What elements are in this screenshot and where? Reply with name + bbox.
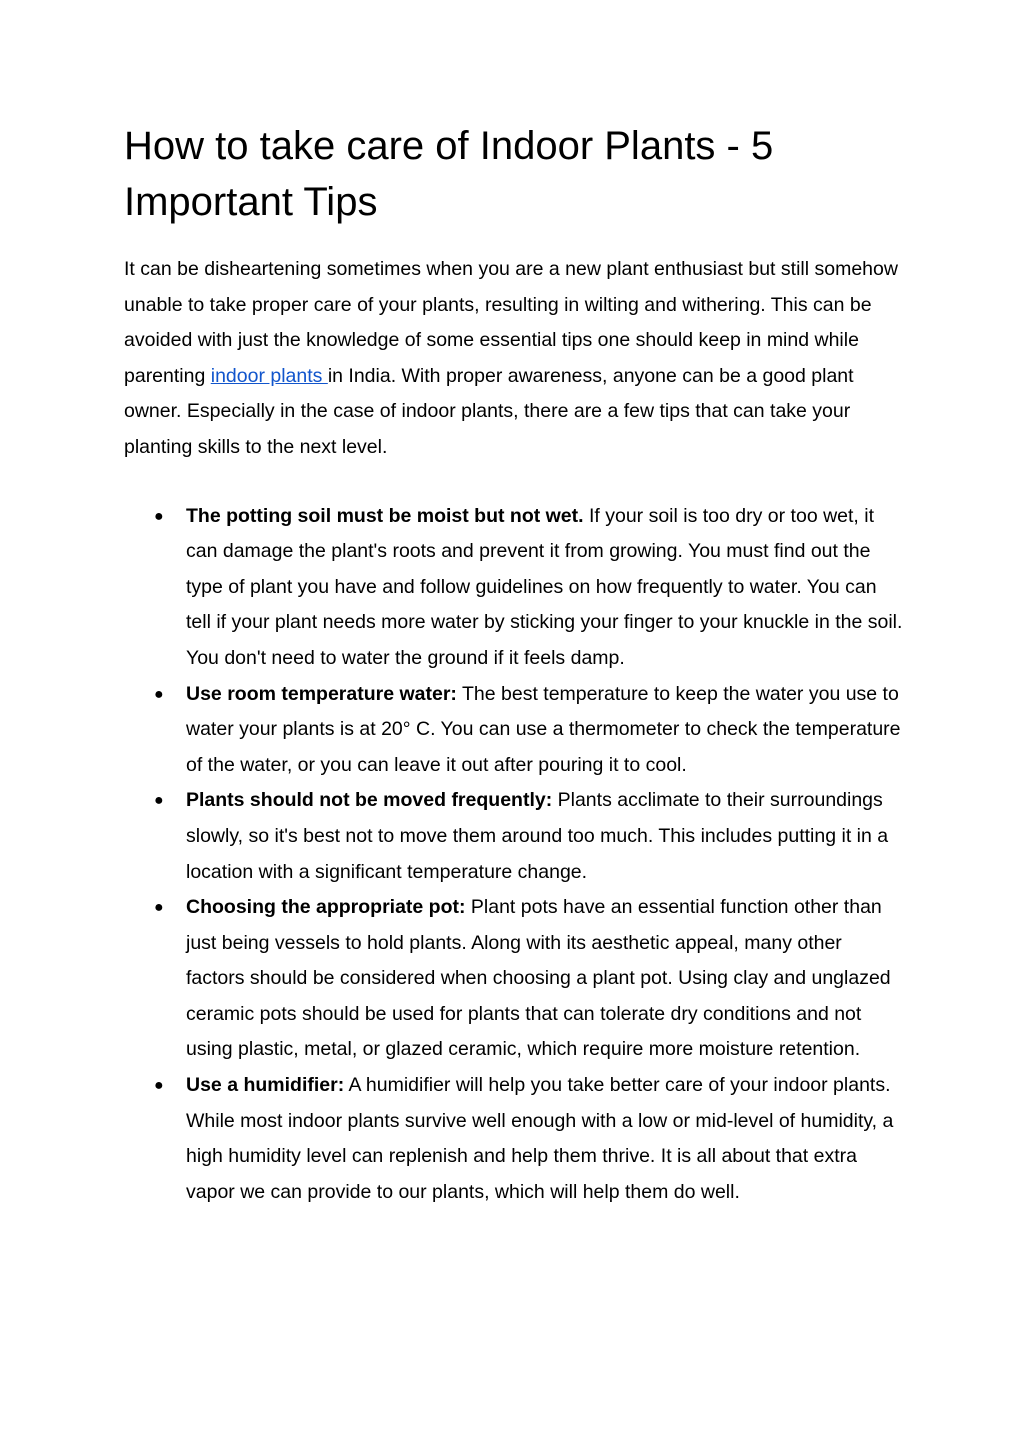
intro-text-before-link: It can be disheartening sometimes when you are a new plant enthusiast but still somehow unable to take proper care of your plants, resulting in wilting and withering. This can be avoided with just the knowledge of some essential tips one should keep in mind while parenting xyxy=(124,258,898,387)
tips-list xyxy=(124,499,904,1211)
tip-title: Use room temperature water: xyxy=(186,682,457,705)
tip-item-soil-moisture xyxy=(124,499,904,677)
document-page xyxy=(124,118,904,1210)
tip-body: Plants acclimate to their surroundings slowly, so it's best not to move them around too much. This includes putting it in a location with a significant temperature change. xyxy=(186,789,889,883)
tip-item-humidifier xyxy=(124,1068,904,1210)
bullet-icon: ● xyxy=(154,792,164,810)
tip-body: The best temperature to keep the water you use to water your plants is at 20° C. You can use a thermometer to check the temperature of the water, or you can leave it out after pouring it to cool. xyxy=(186,682,901,776)
tip-title: Use a humidifier: xyxy=(186,1074,345,1097)
bullet-icon: ● xyxy=(154,899,164,917)
document-title: How to take care of Indoor Plants - 5 Important Tips xyxy=(124,124,774,224)
tip-item-choosing-pot xyxy=(124,890,904,1068)
intro-text-after-link: in India. With proper awareness, anyone can be a good plant owner. Especially in the case of indoor plants, there are a few tips that can take your planting skills to the next level. xyxy=(124,364,854,458)
tip-body: If your soil is too dry or too wet, it can damage the plant's roots and prevent it from growing. You must find out the type of plant you have and follow guidelines on how frequently to water. You can tell if your plant needs more water by sticking your finger to your knuckle in the soil. You don't need to water the ground if it feels damp. xyxy=(186,504,903,669)
intro-paragraph xyxy=(124,252,904,466)
tip-body: A humidifier will help you take better care of your indoor plants. While most indoor plants survive well enough with a low or mid-level of humidity, a high humidity level can replenish and help them thrive. It is all about that extra vapor we can provide to our plants, which will help them do well. xyxy=(186,1074,894,1203)
bullet-icon: ● xyxy=(154,685,164,703)
tip-item-water-temperature xyxy=(124,677,904,784)
tip-title: Choosing the appropriate pot: xyxy=(186,896,466,919)
tip-title: The potting soil must be moist but not wet. xyxy=(186,504,584,527)
tip-item-moving-plants xyxy=(124,783,904,890)
tip-title: Plants should not be moved frequently: xyxy=(186,789,553,812)
tip-body: Plant pots have an essential function other than just being vessels to hold plants. Along with its aesthetic appeal, many other factors should be considered when choosing a plant pot. Using clay and unglazed ceramic pots should be used for plants that can tolerate dry conditions and not using plastic, metal, or glazed ceramic, which require more moisture retention. xyxy=(186,896,891,1061)
indoor-plants-link[interactable]: indoor plants xyxy=(210,364,328,387)
bullet-icon: ● xyxy=(154,1077,164,1095)
bullet-icon: ● xyxy=(154,507,164,525)
